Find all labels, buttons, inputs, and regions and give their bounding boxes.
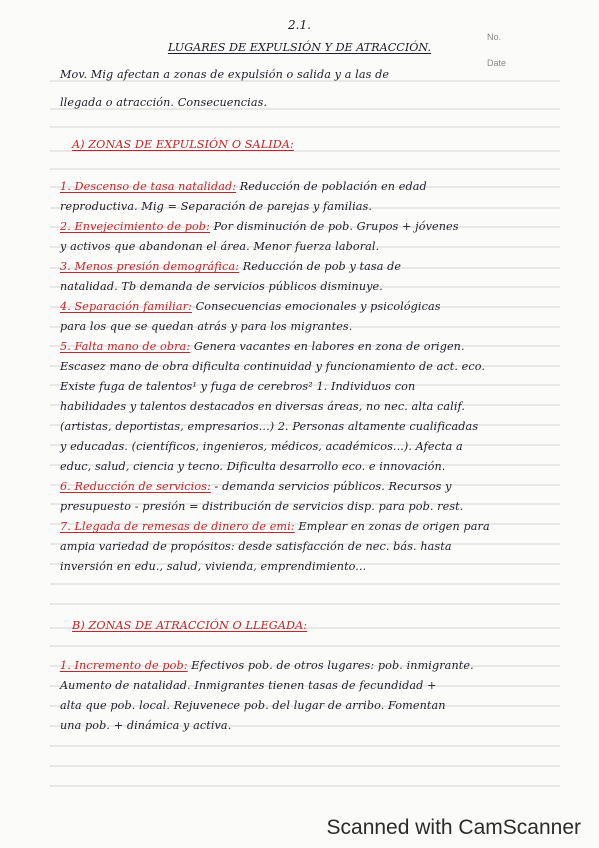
section-a-line bbox=[0, 300, 599, 314]
section-a-line bbox=[0, 360, 599, 374]
section-b-heading-text: B) ZONAS DE ATRACCIÓN O LLEGADA: bbox=[72, 619, 308, 632]
section-a-line bbox=[0, 500, 599, 514]
intro-line-1: Mov. Mig afectan a zonas de expulsión o salida y a las de bbox=[60, 68, 390, 81]
item-text: reproductiva. Mig = Separación de parejas y familias. bbox=[60, 200, 373, 213]
item-lead: 7. Llegada de remesas de dinero de emi: bbox=[60, 520, 295, 533]
section-a-line bbox=[0, 220, 599, 234]
section-a-line bbox=[0, 340, 599, 354]
section-number: 2.1. bbox=[288, 18, 311, 32]
item-text: Efectivos pob. de otros lugares: pob. inmigrante. bbox=[187, 659, 474, 672]
section-b-heading bbox=[0, 619, 599, 633]
section-a-line bbox=[0, 280, 599, 294]
page-title: LUGARES DE EXPULSIÓN Y DE ATRACCIÓN. bbox=[167, 41, 432, 54]
item-text: Escasez mano de obra dificulta continuidad y funcionamiento de act. eco. bbox=[60, 360, 486, 373]
item-text: inversión en edu., salud, vivienda, emprendimiento... bbox=[60, 560, 367, 573]
section-a-line bbox=[0, 560, 599, 574]
section-a-line bbox=[0, 440, 599, 454]
section-a-line bbox=[0, 380, 599, 394]
item-text: y educadas. (científicos, ingenieros, médicos, académicos...). Afecta a bbox=[60, 440, 463, 453]
item-text: educ, salud, ciencia y tecno. Dificulta desarrollo eco. e innovación. bbox=[60, 460, 446, 473]
item-text: habilidades y talentos destacados en diversas áreas, no nec. alta calif. bbox=[60, 400, 466, 413]
section-a-line bbox=[0, 260, 599, 274]
section-a-line bbox=[0, 400, 599, 414]
section-a-heading-text: A) ZONAS DE EXPULSIÓN O SALIDA: bbox=[72, 138, 294, 151]
item-lead: 1. Incremento de pob: bbox=[60, 659, 188, 672]
camscanner-watermark: Scanned with CamScanner bbox=[326, 816, 581, 839]
section-b-line bbox=[0, 659, 599, 673]
section-b-line bbox=[0, 719, 599, 733]
item-text: Por disminución de pob. Grupos + jóvenes bbox=[209, 220, 459, 233]
section-a-line bbox=[0, 320, 599, 334]
item-text: Existe fuga de talentos¹ y fuga de cerebros² 1. Individuos con bbox=[60, 380, 416, 393]
item-text: Emplear en zonas de origen para bbox=[294, 520, 490, 533]
section-a-line bbox=[0, 480, 599, 494]
section-a-line bbox=[0, 180, 599, 194]
item-text: presupuesto - presión = distribución de servicios disp. para pob. rest. bbox=[60, 500, 464, 513]
item-text: Genera vacantes en labores en zona de origen. bbox=[190, 340, 465, 353]
section-b-line bbox=[0, 699, 599, 713]
item-text: Reducción de pob y tasa de bbox=[239, 260, 402, 273]
item-text: Reducción de población en edad bbox=[236, 180, 427, 193]
item-lead: 1. Descenso de tasa natalidad: bbox=[60, 180, 237, 193]
intro-line-2: llegada o atracción. Consecuencias. bbox=[60, 96, 268, 109]
date-label: Date bbox=[487, 58, 507, 68]
section-a-line bbox=[0, 240, 599, 254]
item-lead: 2. Envejecimiento de pob: bbox=[60, 220, 210, 233]
item-text: para los que se quedan atrás y para los migrantes. bbox=[60, 320, 353, 333]
section-a-line bbox=[0, 420, 599, 434]
section-a-line bbox=[0, 520, 599, 534]
item-text: una pob. + dinámica y activa. bbox=[60, 719, 232, 732]
item-lead: 3. Menos presión demográfica: bbox=[60, 260, 240, 273]
item-text: - demanda servicios públicos. Recursos y bbox=[210, 480, 452, 493]
section-b-line bbox=[0, 679, 599, 693]
item-text: y activos que abandonan el área. Menor fuerza laboral. bbox=[60, 240, 380, 253]
item-lead: 5. Falta mano de obra: bbox=[60, 340, 191, 353]
section-a-line bbox=[0, 540, 599, 554]
section-a-line bbox=[0, 460, 599, 474]
item-text: ampia variedad de propósitos: desde satisfacción de nec. bás. hasta bbox=[60, 540, 452, 553]
item-lead: 4. Separación familiar: bbox=[60, 300, 192, 313]
item-text: alta que pob. local. Rejuvenece pob. del lugar de arribo. Fomentan bbox=[60, 699, 446, 712]
section-a-line bbox=[0, 200, 599, 214]
section-a-heading bbox=[0, 138, 599, 152]
item-text: (artistas, deportistas, empresarios...) 2. Personas altamente cualificadas bbox=[60, 420, 479, 433]
item-text: natalidad. Tb demanda de servicios públicos disminuye. bbox=[60, 280, 383, 293]
item-text: Aumento de natalidad. Inmigrantes tienen tasas de fecundidad + bbox=[60, 679, 437, 692]
no-label: No. bbox=[487, 32, 502, 42]
item-text: Consecuencias emocionales y psicológicas bbox=[191, 300, 441, 313]
item-lead: 6. Reducción de servicios: bbox=[60, 480, 211, 493]
